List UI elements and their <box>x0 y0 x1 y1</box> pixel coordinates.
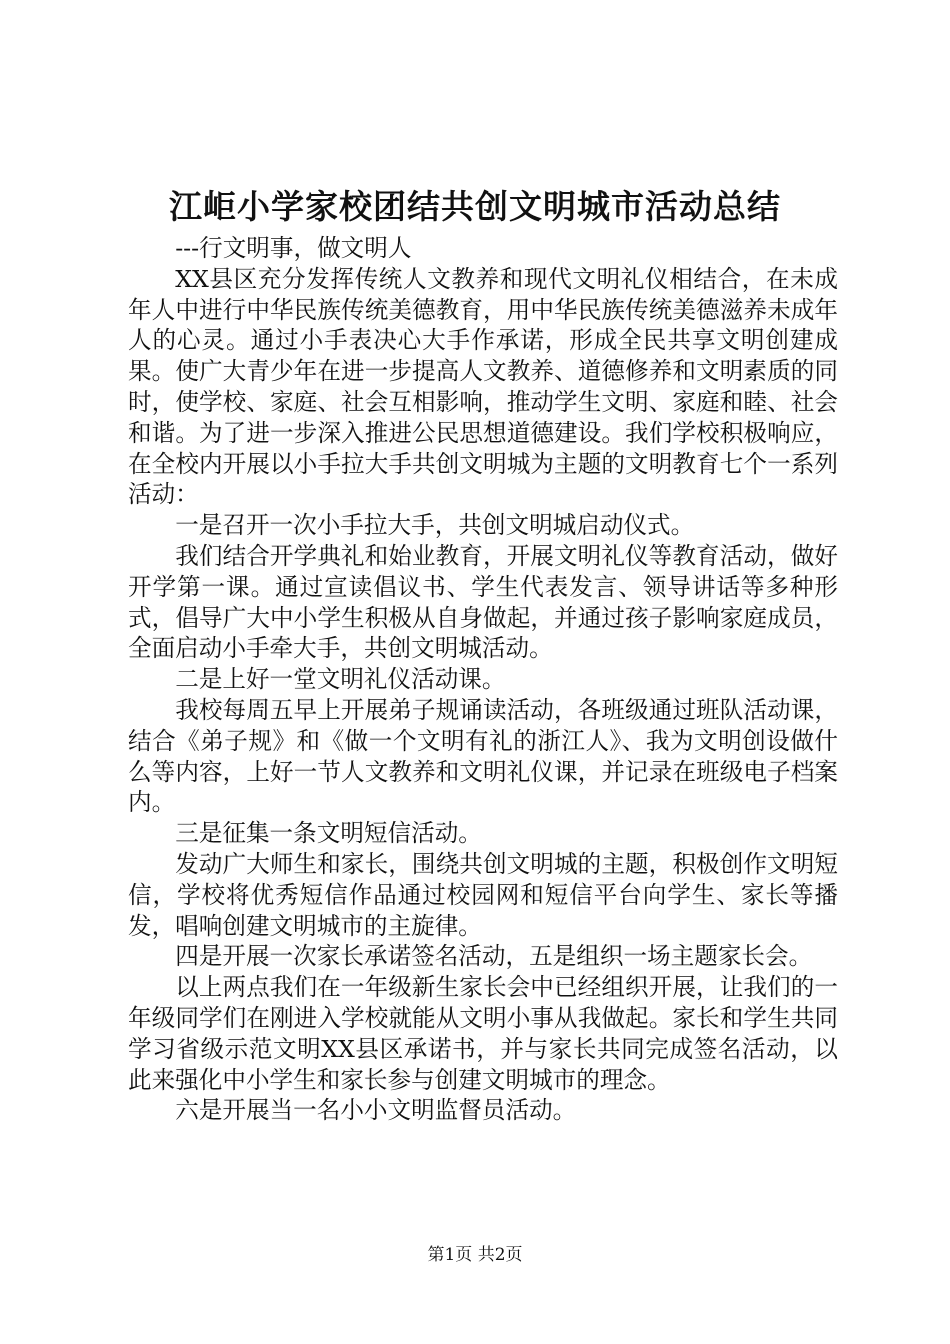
paragraph-item-2-heading: 二是上好一堂文明礼仪活动课。 <box>175 665 506 694</box>
paragraph-item-1-heading: 一是召开一次小手拉大手，共创文明城启动仪式。 <box>175 511 695 540</box>
paragraph-intro: XX县区充分发挥传统人文教养和现代文明礼仪相结合，在未成年人中进行中华民族传统美德教育，用中华民族传统美德滋养未成年人的心灵。通过小手表决心大手作承诺，形成全民共享文明创建成果。使广大青少年在进一步提高人文教养、道德修养和文明素质的同时，使学校、家庭、社会互相影响，推动学生文明、家庭和睦、社会和谐。为了进一步深入推进公民思想道德建设。我们学校积极响应，在全校内开展以小手拉大手共创文明城为主题的文明教育七个一系列活动： <box>128 264 838 509</box>
document-subtitle: ---行文明事，做文明人 <box>175 234 412 262</box>
paragraph-item-3-detail: 发动广大师生和家长，围绕共创文明城的主题，积极创作文明短信，学校将优秀短信作品通过校园网和短信平台向学生、家长等播发，唱响创建文明城市的主旋律。 <box>128 849 838 940</box>
document-title: 江岠小学家校团结共创文明城市活动总结 <box>169 187 781 226</box>
paragraph-item-4-5-heading: 四是开展一次家长承诺签名活动，五是组织一场主题家长会。 <box>175 942 813 971</box>
paragraph-item-6-heading: 六是开展当一名小小文明监督员活动。 <box>175 1096 577 1125</box>
paragraph-item-1-detail: 我们结合开学典礼和始业教育，开展文明礼仪等教育活动，做好开学第一课。通过宣读倡议书、学生代表发言、领导讲话等多种形式，倡导广大中小学生积极从自身做起，并通过孩子影响家庭成员，全面启动小手牵大手，共创文明城活动。 <box>128 541 838 663</box>
document-body <box>128 233 838 1126</box>
paragraph-item-3-heading: 三是征集一条文明短信活动。 <box>175 819 482 848</box>
page-footer: 第1页 共2页 <box>427 1245 523 1265</box>
paragraph-item-2-detail: 我校每周五早上开展弟子规诵读活动，各班级通过班队活动课，结合《弟子规》和《做一个文明有礼的浙江人》、我为文明创设做什么等内容，上好一节人文教养和文明礼仪课，并记录在班级电子档案内。 <box>128 695 838 817</box>
paragraph-item-4-5-detail: 以上两点我们在一年级新生家长会中已经组织开展，让我们的一年级同学们在刚进入学校就能从文明小事从我做起。家长和学生共同学习省级示范文明XX县区承诺书，并与家长共同完成签名活动，以此来强化中小学生和家长参与创建文明城市的理念。 <box>128 973 838 1094</box>
